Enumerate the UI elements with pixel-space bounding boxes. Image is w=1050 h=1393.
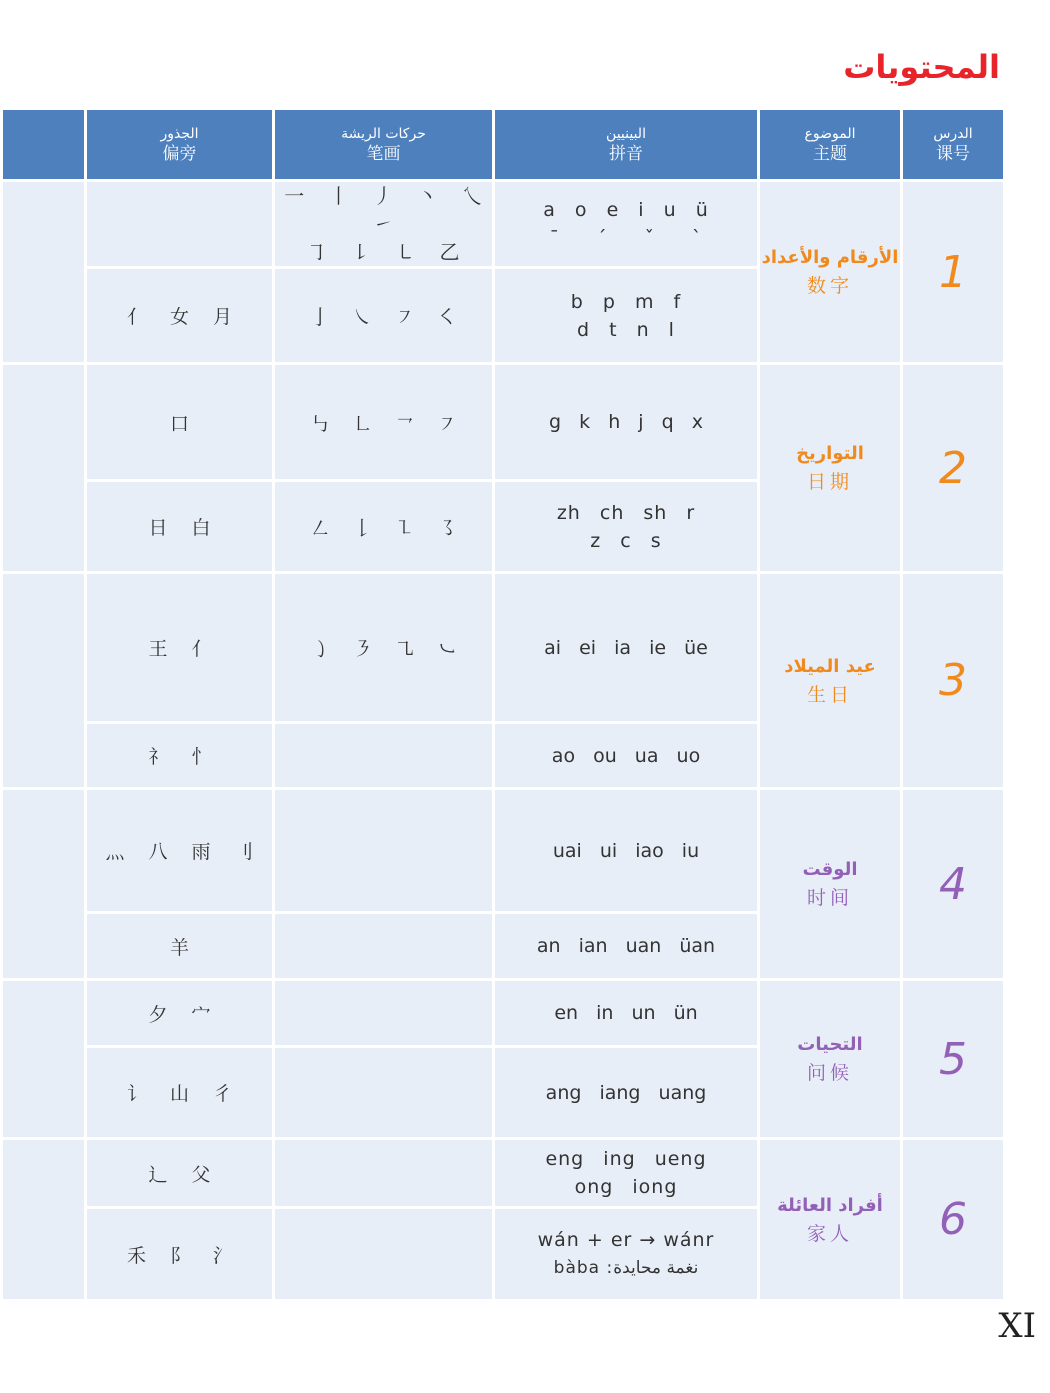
strokes-cell [274, 181, 494, 268]
topic-cell [759, 364, 902, 573]
table-row [2, 1139, 1005, 1208]
header-pinyin-cn: 拼音 [609, 143, 643, 164]
topic-ar: عيد الميلاد [784, 655, 876, 677]
header-strokes [274, 109, 494, 181]
topic-cell [759, 573, 902, 789]
header-topic [759, 109, 902, 181]
header-strokes-cn: 笔画 [366, 143, 401, 164]
strokes-cell [274, 723, 494, 789]
radicals-cell: 讠 山 彳 [86, 1047, 274, 1139]
radicals-cell: 灬 八 雨 刂 [86, 789, 274, 913]
lesson-number: 1 [939, 246, 967, 298]
table-row [2, 181, 1005, 268]
radicals-cell: 亻 女 月 [86, 268, 274, 364]
lesson-number-cell [902, 573, 1005, 789]
header-strokes-ar: حركات الريشة [341, 125, 426, 142]
header-radicals-ar: الجذور [160, 125, 199, 142]
strokes-cell [274, 1047, 494, 1139]
blank-cell [2, 1139, 86, 1301]
strokes-cell [274, 789, 494, 913]
pinyin-cell [494, 1139, 759, 1208]
header-lesson-cn: 课号 [936, 143, 970, 164]
strokes-cell: ㇜ 𠄌 ㇅ ㇌ [274, 481, 494, 573]
strokes-line: ㇆ ㇙ ㇄ 乙 [306, 240, 461, 264]
pinyin-cell [494, 481, 759, 573]
pinyin-cell: en in un ün [494, 980, 759, 1047]
lesson-number-cell [902, 181, 1005, 364]
pinyin-line: z c s [590, 529, 662, 552]
header-pinyin [494, 109, 759, 181]
pinyin-cell: g k h j q x [494, 364, 759, 481]
table-row [2, 573, 1005, 723]
header-radicals [86, 109, 274, 181]
pinyin-line: eng ing ueng [545, 1148, 707, 1170]
header-lesson-ar: الدرس [933, 125, 973, 142]
strokes-cell: 亅 ㇏ ㇇ ㇛ [274, 268, 494, 364]
header-lesson [902, 109, 1005, 181]
header-topic-ar: الموضوع [804, 125, 856, 142]
pinyin-cell [494, 268, 759, 364]
header-topic-cn: 主题 [813, 143, 847, 164]
pinyin-line: zh ch sh r [556, 501, 696, 524]
pinyin-cell: an ian uan üan [494, 913, 759, 980]
lesson-number: 2 [939, 442, 967, 494]
radicals-cell: 羊 [86, 913, 274, 980]
pinyin-line: d t n l [577, 318, 675, 341]
topic-cell [759, 1139, 902, 1301]
lesson-number-cell [902, 789, 1005, 980]
radicals-cell: 礻 忄 [86, 723, 274, 789]
topic-cn: 问候 [806, 1062, 853, 1084]
pinyin-cell: ao ou ua uo [494, 723, 759, 789]
pinyin-line: wán + er → wánr [537, 1229, 715, 1251]
topic-cell [759, 789, 902, 980]
topic-ar: التواريخ [796, 443, 864, 464]
tone-marks-line: ˉ ˊ ˇ ˋ [549, 227, 703, 249]
topic-ar: الوقت [802, 859, 858, 880]
topic-ar: أفراد العائلة [777, 1194, 883, 1216]
lesson-number: 5 [939, 1033, 967, 1085]
header-blank [2, 109, 86, 181]
strokes-cell [274, 980, 494, 1047]
blank-cell [2, 980, 86, 1139]
strokes-cell: ㇁ ㇋ ㇈ ㇃ [274, 573, 494, 723]
table-row [2, 364, 1005, 481]
pinyin-line: b p m f [570, 290, 682, 313]
topic-cn: 日期 [806, 471, 853, 493]
pinyin-cell: uai ui iao iu [494, 789, 759, 913]
strokes-cell [274, 1139, 494, 1208]
header-row [2, 109, 1005, 181]
radicals-cell: 禾 阝 氵 [86, 1208, 274, 1301]
table-row [2, 980, 1005, 1047]
topic-cn: 生日 [806, 683, 853, 706]
strokes-line: 一 丨 丿 丶 乀 ㇀ [284, 184, 483, 236]
pinyin-line: a o e i u ü [543, 199, 709, 221]
strokes-cell [274, 1208, 494, 1301]
table-row [2, 789, 1005, 913]
radicals-cell: 夕 宀 [86, 980, 274, 1047]
pinyin-line: bàba :نغمة محايدة [553, 1258, 699, 1278]
strokes-cell: ㇉ ㇗ ㇖ ㇇ [274, 364, 494, 481]
lesson-number-cell [902, 980, 1005, 1139]
lesson-number: 4 [939, 858, 967, 910]
blank-cell [2, 364, 86, 573]
radicals-cell: 辶 父 [86, 1139, 274, 1208]
topic-ar: التحيات [797, 1034, 863, 1055]
lesson-number-cell [902, 1139, 1005, 1301]
pinyin-cell: ai ei ia ie üe [494, 573, 759, 723]
lesson-number: 3 [939, 655, 967, 706]
lesson-number: 6 [939, 1194, 967, 1245]
strokes-cell [274, 913, 494, 980]
topic-cn: 数字 [806, 275, 853, 297]
radicals-cell: 日 白 [86, 481, 274, 573]
page-title: المحتويات [843, 48, 1000, 86]
topic-cn: 时间 [806, 887, 853, 909]
header-pinyin-ar: البينيين [606, 125, 646, 142]
pinyin-cell [494, 1208, 759, 1301]
blank-cell [2, 789, 86, 980]
blank-cell [2, 181, 86, 364]
contents-table [0, 107, 1006, 1302]
topic-cell [759, 980, 902, 1139]
lesson-number-cell [902, 364, 1005, 573]
pinyin-cell: ang iang uang [494, 1047, 759, 1139]
page-number: XI [998, 1306, 1036, 1346]
blank-cell [2, 573, 86, 789]
topic-ar: الأرقام والأعداد [761, 247, 899, 268]
radicals-cell [86, 181, 274, 268]
topic-cn: 家人 [806, 1222, 853, 1245]
radicals-cell: 王 亻 [86, 573, 274, 723]
topic-cell [759, 181, 902, 364]
pinyin-line: ong iong [574, 1176, 678, 1198]
radicals-cell: 口 [86, 364, 274, 481]
pinyin-cell [494, 181, 759, 268]
header-radicals-cn: 偏旁 [162, 143, 197, 164]
